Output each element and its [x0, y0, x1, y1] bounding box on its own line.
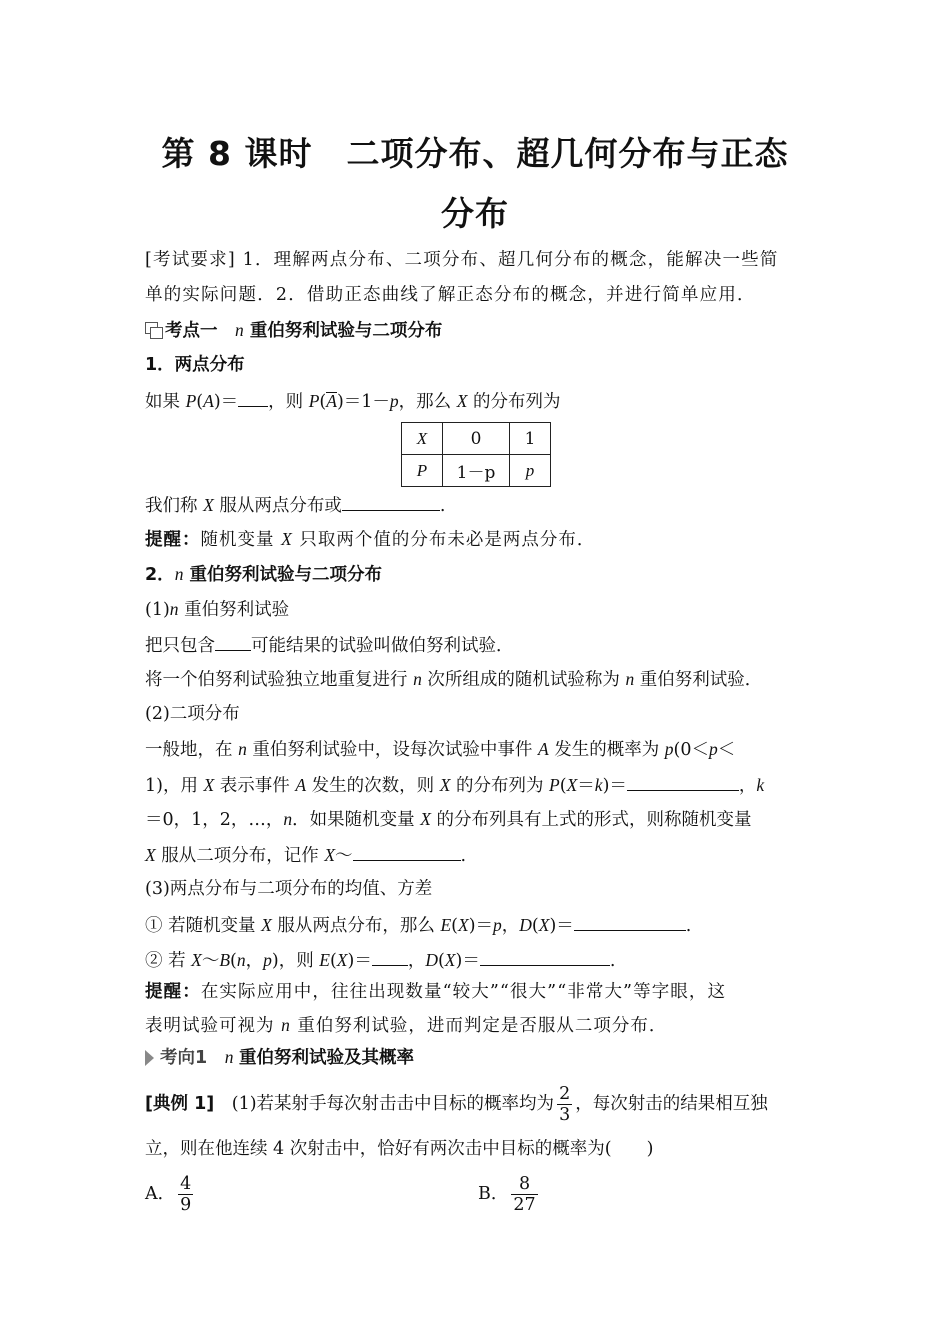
- two-point-definition: 如果 P(A)＝ ，则 P(A)＝1－p，那么 X 的分布列为: [145, 388, 807, 414]
- fraction: $\frac{8}{27}$: [513, 1174, 536, 1215]
- reminder-1: 提醒：随机变量 X 只取两个值的分布未必是两点分布．: [145, 529, 596, 550]
- binomial-line-4: X 服从二项分布，记作 X～ .: [145, 842, 807, 868]
- section-icon: [145, 322, 163, 338]
- example-line-1: [典例 1] (1)若某射手每次射击击中目标的概率均为 $\frac{2}{3}$ ，每次射击的结果相互独: [145, 1084, 768, 1125]
- fraction: $\frac{2}{3}$: [559, 1084, 571, 1125]
- option-a[interactable]: A． $\frac{4}{9}$: [145, 1174, 192, 1215]
- requirements-label: [考试要求]: [145, 250, 236, 270]
- reminder-2-line1: 提醒：在实际应用中，往往出现数量“较大”“很大”“非常大”等字眼，这: [145, 982, 727, 1002]
- section-header-1: 考点一 n 重伯努利试验与二项分布: [145, 318, 807, 343]
- arrow-icon: [145, 1050, 154, 1066]
- table-row: [402, 455, 551, 487]
- table-cell: P: [402, 455, 443, 487]
- subsection-binomial: (2)二项分布: [145, 704, 240, 724]
- answer-blank[interactable]: [215, 632, 251, 651]
- answer-blank[interactable]: [480, 947, 610, 966]
- table-cell: X: [402, 423, 443, 455]
- answer-blank[interactable]: [372, 947, 408, 966]
- requirements-line2: 单的实际问题．2．借助正态曲线了解正态分布的概念，并进行简单应用．: [145, 285, 756, 305]
- table-cell: 0: [443, 423, 510, 455]
- binomial-line-1: 一般地，在 n 重伯努利试验中，设每次试验中事件 A 发生的概率为 p(0＜p＜: [145, 739, 736, 760]
- requirements-text: 1．理解两点分布、二项分布、超几何分布的概念，能解决一些简: [242, 250, 779, 270]
- kaoxiang-header: 考向1 n 重伯努利试验及其概率: [145, 1045, 807, 1070]
- answer-blank[interactable]: [574, 912, 686, 931]
- table-cell: p: [510, 455, 551, 487]
- fraction: $\frac{4}{9}$: [180, 1174, 192, 1215]
- reminder-2-line2: 表明试验可视为 n 重伯努利试验，进而判定是否服从二项分布．: [145, 1015, 668, 1036]
- distribution-table: [401, 422, 551, 487]
- bernoulli-definition-1: 把只包含 可能结果的试验叫做伯努利试验．: [145, 632, 807, 658]
- mean-variance-2: ② 若 X～B(n，p)，则 E(X)＝ ，D(X)＝ .: [145, 947, 807, 973]
- example-line-2: 立，则在他连续 4 次射击中，恰好有两次击中目标的概率为( ): [145, 1139, 654, 1159]
- requirements-line1: [145, 248, 807, 272]
- answer-blank[interactable]: [353, 842, 461, 861]
- answer-blank[interactable]: [627, 772, 739, 791]
- binomial-line-3: ＝0，1，2，…，n．如果随机变量 X 的分布列具有上式的形式，则称随机变量: [145, 809, 752, 830]
- subsection-mean-variance: (3)两点分布与二项分布的均值、方差: [145, 879, 433, 899]
- lesson-title-line2: 分布: [441, 194, 509, 233]
- answer-blank[interactable]: [238, 388, 268, 407]
- mean-variance-1: ① 若随机变量 X 服从两点分布，那么 E(X)＝p，D(X)＝ .: [145, 912, 807, 938]
- subsection-bernoulli: 2．n 重伯努利试验与二项分布: [145, 564, 383, 585]
- bernoulli-definition-2: 将一个伯努利试验独立地重复进行 n 次所组成的随机试验称为 n 重伯努利试验．: [145, 669, 763, 690]
- two-point-name: 我们称 X 服从两点分布或 .: [145, 492, 807, 518]
- answer-blank[interactable]: [342, 492, 440, 511]
- table-cell: 1: [510, 423, 551, 455]
- table-row: [402, 423, 551, 455]
- lesson-title-line1: 第 8 课时 二项分布、超几何分布与正态: [161, 134, 789, 173]
- binomial-line-2: 1)，用 X 表示事件 A 发生的次数，则 X 的分布列为 P(X＝k)＝ ，k: [145, 772, 807, 798]
- subsection-two-point: 1．两点分布: [145, 355, 245, 375]
- table-cell: 1－p: [443, 455, 510, 487]
- subsection-bernoulli-trial: (1)n 重伯努利试验: [145, 599, 290, 620]
- option-b[interactable]: B． $\frac{8}{27}$: [478, 1174, 536, 1215]
